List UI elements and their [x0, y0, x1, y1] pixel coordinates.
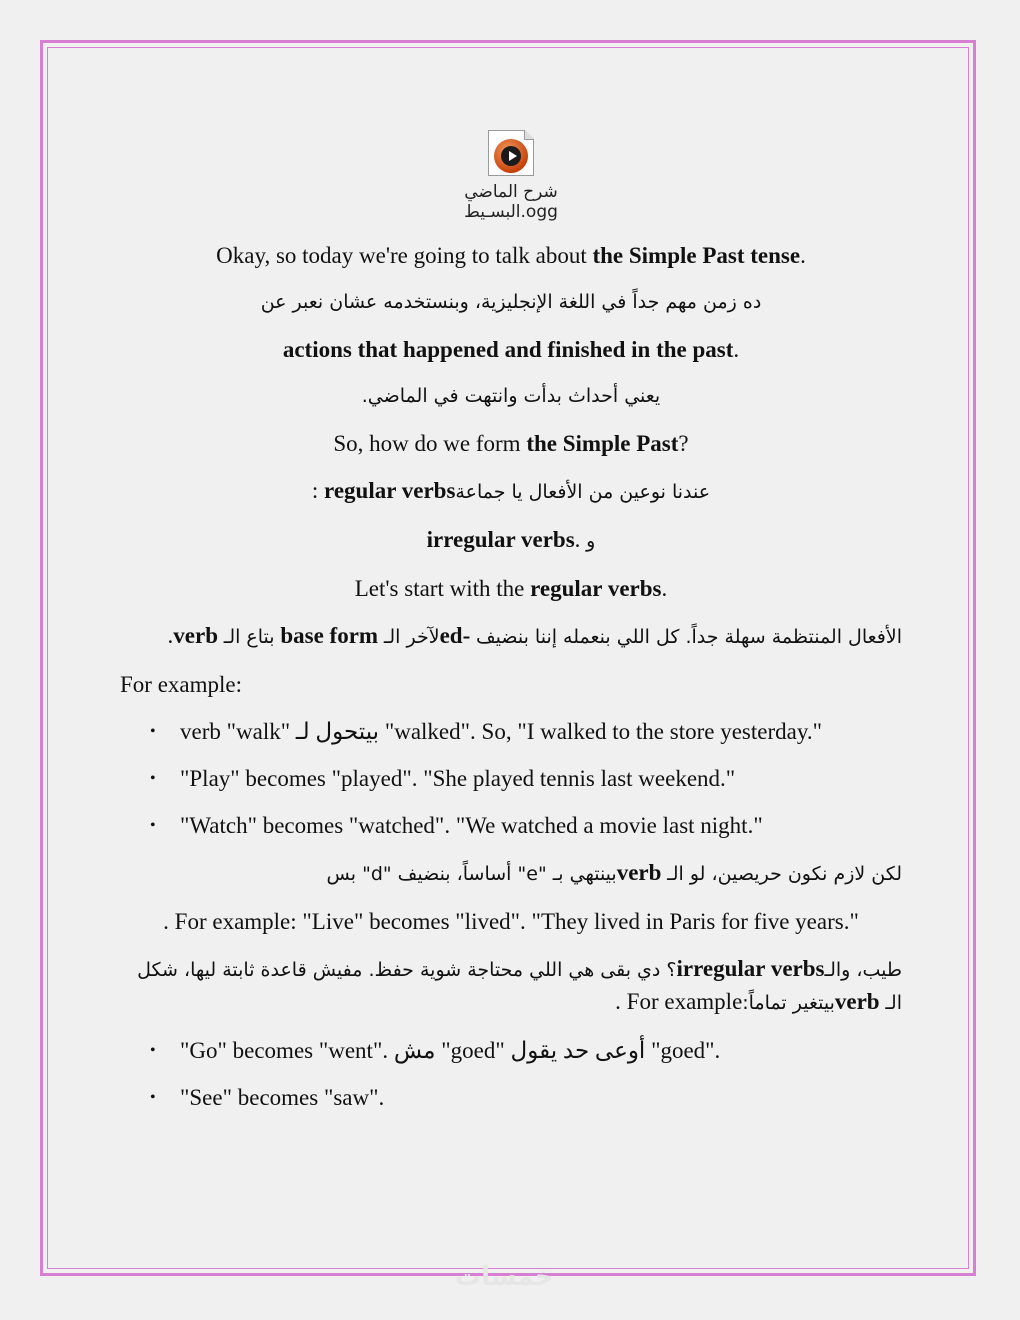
- filename-line-1: شرح الماضي: [464, 182, 558, 202]
- irregular-verbs-bold: irregular verbs: [426, 527, 575, 552]
- irregular-post: .: [574, 527, 581, 552]
- colon: :: [311, 478, 319, 503]
- play-disc-icon: [494, 139, 528, 173]
- two-types-line: [120, 475, 902, 508]
- attachment-filename[interactable]: [411, 182, 611, 222]
- rule-ed: ed-: [439, 623, 471, 648]
- e-rule-arabic-2: بينتهي بـ "e" أساساً، بنضيف "d" بس: [326, 863, 617, 885]
- two-types-wrap: [312, 478, 710, 503]
- form-bold: the Simple Past: [526, 431, 679, 456]
- form-pre: So, how do we form: [333, 431, 527, 456]
- e-rule: [120, 857, 902, 890]
- intro-english: [120, 240, 902, 271]
- filename-line-2: البسـيط.ogg: [464, 202, 558, 222]
- and-arabic: و: [586, 530, 596, 552]
- rule-end: .: [167, 623, 174, 648]
- irregular-arabic-3: بيتغير تماماً:: [742, 992, 835, 1014]
- e-rule-arabic-1: لكن لازم نكون حريصين، لو الـ: [667, 863, 902, 885]
- irregular-end: .: [615, 989, 627, 1014]
- regular-rule: [120, 620, 902, 653]
- intro-post: .: [800, 243, 806, 268]
- intro-pre: Okay, so today we're going to talk about: [216, 243, 593, 268]
- list-item: • "Play" becomes "played". "She played tennis last weekend.": [180, 763, 902, 794]
- audio-file-icon[interactable]: [486, 128, 536, 178]
- actions-post: .: [733, 337, 740, 362]
- rule-arabic-3: بتاع الـ: [223, 626, 275, 648]
- e-rule-verb: verb: [616, 860, 662, 885]
- for-example-label: For example:: [120, 672, 242, 697]
- rule-base-form: base form: [280, 623, 379, 648]
- intro-arabic: ده زمن مهم جداً في اللغة الإنجليزية، وبنستخدمه عشان نعبر عن: [260, 291, 762, 313]
- form-question: [120, 428, 902, 459]
- rule-arabic-1: الأفعال المنتظمة سهلة جداً. كل اللي بنعمله إننا بنضيف: [475, 626, 902, 648]
- actions-line: [120, 334, 902, 365]
- irregular-rule-verb: verb: [834, 989, 880, 1014]
- list-item: • "See" becomes "saw".: [180, 1082, 902, 1113]
- file-fold: [524, 130, 534, 140]
- irregular-line: [120, 524, 902, 557]
- regular-verbs-bold: regular verbs: [324, 478, 456, 503]
- actions-bold: actions that happened and finished in the past: [282, 337, 734, 362]
- live-example: . For example: "Live" becomes "lived". "They lived in Paris for five years.": [163, 909, 859, 934]
- start-bold: regular verbs: [530, 576, 662, 601]
- regular-examples-list: [120, 716, 902, 841]
- irregular-en: For example: [626, 989, 743, 1014]
- irregular-arabic-2: ؟ دي بقى هي اللي محتاجة شوية حفظ. مفيش قاعدة ثابتة ليها، شكل الـ: [137, 959, 902, 1014]
- irregular-rule-bold: irregular verbs: [676, 956, 825, 981]
- watermark-logo: خمسات: [455, 1262, 554, 1292]
- two-types-arabic: عندنا نوعين من الأفعال يا جماعة: [455, 481, 711, 503]
- irregular-rule: [120, 953, 902, 1019]
- rule-verb: verb: [173, 623, 218, 648]
- rule-arabic-2: لآخر الـ: [383, 626, 440, 648]
- list-item: • "Watch" becomes "watched". "We watched a movie last night.": [180, 810, 902, 841]
- list-item: • "Go" becomes "went". مش "goed" أوعى حد يقول "goed".: [180, 1035, 902, 1066]
- play-icon: [509, 151, 517, 161]
- start-pre: Let's start with the: [354, 576, 531, 601]
- irregular-examples-list: [120, 1035, 902, 1113]
- start-line: [120, 573, 902, 604]
- meaning-arabic: يعني أحداث بدأت وانتهت في الماضي.: [361, 385, 661, 407]
- audio-attachment[interactable]: [411, 128, 611, 222]
- document-body: [120, 128, 902, 1113]
- form-post: ?: [678, 431, 689, 456]
- irregular-arabic-1: طيب، والـ: [824, 959, 902, 981]
- start-post: .: [661, 576, 668, 601]
- list-item: • verb "walk" بيتحول لـ "walked". So, "I walked to the store yesterday.": [180, 716, 902, 747]
- intro-bold: the Simple Past tense: [592, 243, 801, 268]
